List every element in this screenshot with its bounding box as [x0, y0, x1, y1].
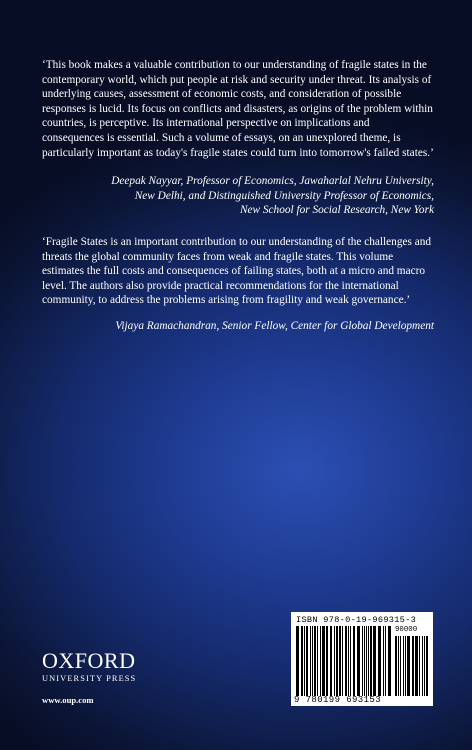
publisher-subtitle: UNIVERSITY PRESS	[42, 674, 137, 683]
review-attribution-1	[42, 174, 434, 218]
attribution-line: Vijaya Ramachandran, Senior Fellow, Center for Global Development	[115, 319, 434, 332]
isbn-label: ISBN 978-0-19-969315-3	[296, 615, 417, 625]
price-addon-label: 90000	[395, 626, 418, 634]
blurb-area	[42, 58, 434, 334]
review-attribution-2	[42, 319, 434, 334]
addon-barcode-bars	[395, 636, 428, 696]
publisher-url: www.oup.com	[42, 695, 94, 705]
review-quote-2: ‘Fragile States is an important contribution to our understanding of the challenges and threats the global community faces from weak and fragile states. This volume estimates the full costs and consequences of failing states, both at a micro and macro level. The authors also provide practical recommendations for the international community, to address the problems arising from fragility and weak governance.’	[42, 235, 432, 307]
publisher-logo	[42, 650, 182, 705]
attribution-line: New School for Social Research, New York	[239, 204, 434, 217]
review-quote-1: ‘This book makes a valuable contribution to our understanding of fragile states in the contemporary world, which put people at risk and security under threat. Its analysis of underlying causes, assessment of economic costs, and consideration of possible responses is lucid. Its focus on conflicts and disasters, as origins of the problem within countries, is perceptive. Its international perspective on implications and consequences is essential. Such a volume of essays, on an unexplored theme, is particularly important as today's fragile states could turn into tomorrow's failed states.’	[42, 59, 434, 159]
ean-digits: 9 780199 693153	[294, 695, 382, 705]
ean-barcode-bars	[296, 626, 392, 696]
attribution-line: New Delhi, and Distinguished University Professor of Economics,	[134, 189, 434, 202]
publisher-name: OXFORD	[42, 648, 136, 673]
attribution-line: Deepak Nayyar, Professor of Economics, Jawaharlal Nehru University,	[111, 175, 434, 188]
isbn-barcode-box	[291, 612, 433, 706]
